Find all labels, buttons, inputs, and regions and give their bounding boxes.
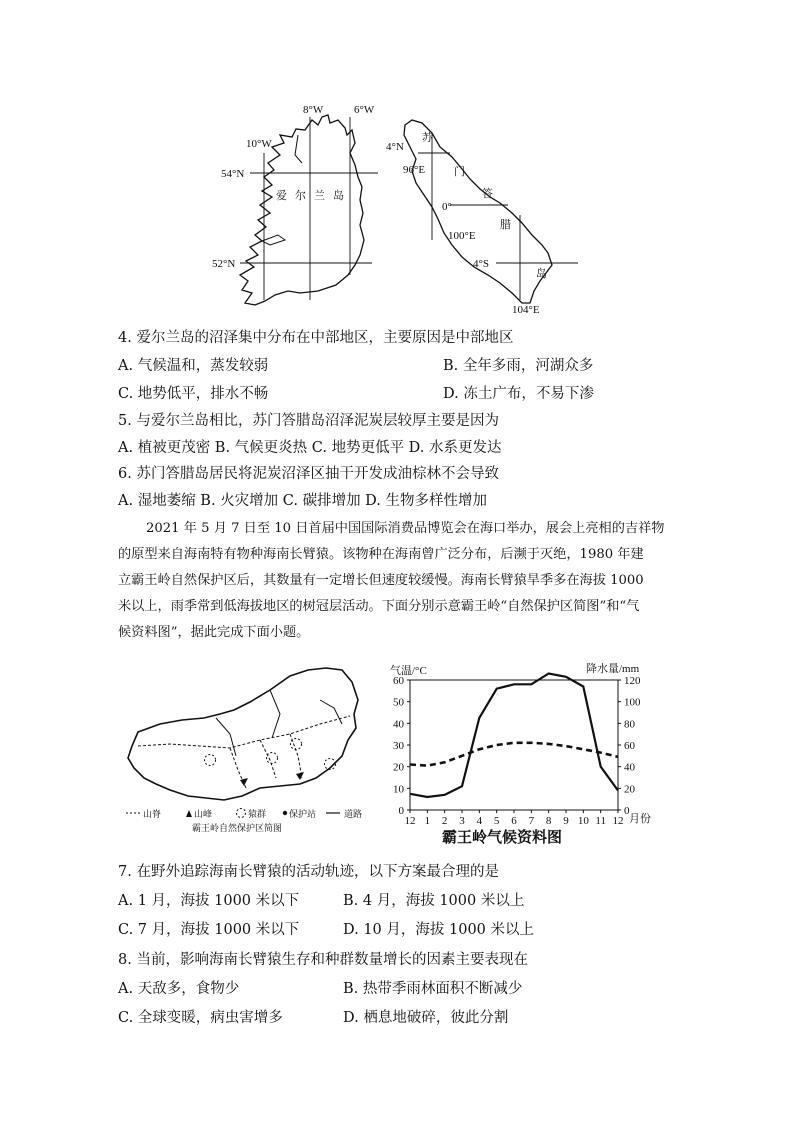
lon-label-6w: 6°W (354, 104, 375, 116)
question-4-stem: 4. 爱尔兰岛的沼泽集中分布在中部地区，主要原因是中部地区 (118, 330, 514, 346)
x-tick-label: 11 (595, 815, 606, 827)
ireland-name-char: 尔 (295, 190, 306, 202)
sumatra-outline (404, 120, 552, 303)
x-tick-label: 12 (612, 815, 624, 827)
y-left-tick-label: 30 (393, 740, 404, 752)
reserve-map (120, 660, 382, 840)
question-8-option-d[interactable]: D. 栖息地破碎，彼此分割 (343, 1010, 509, 1026)
lat-label-52n: 52°N (212, 258, 236, 270)
legend-road: 道路 (344, 809, 363, 819)
legend-ridge: 山脊 (143, 809, 162, 819)
sumatra-name-char: 岛 (536, 268, 547, 280)
y-right-tick-label: 120 (624, 675, 641, 687)
lat-label-0: 0° (442, 201, 452, 213)
legend-gibbon: 猿群 (248, 809, 267, 819)
y-left-tick-label: 50 (393, 696, 404, 709)
reading-passage (118, 516, 678, 646)
x-tick-label: 9 (563, 815, 569, 827)
temperature-series-line (410, 743, 618, 766)
island-maps-figure (200, 95, 600, 320)
question-5-options[interactable]: A. 植被更茂密 B. 气候更炎热 C. 地势更低平 D. 水系更发达 (118, 440, 502, 456)
x-tick-label: 10 (577, 815, 589, 827)
question-8-option-c[interactable]: C. 全球变暖，病虫害增多 (118, 1010, 283, 1026)
ireland-name-char: 爱 (276, 190, 287, 202)
passage-line: 的原型来自海南特有物种海南长臂猿。该物种在海南曾广泛分布，后濒于灭绝，1980 年建 (118, 547, 644, 562)
passage-line: 立霸王岭自然保护区后，其数量有一定增长但速度较缓慢。海南长臂猿旱季多在海拔 1000 (118, 573, 644, 588)
passage-line: 2021 年 5 月 7 日至 10 日首届中国国际消费品博览会在海口举办，展会上亮相的吉祥物 (146, 521, 665, 536)
question-8-option-a[interactable]: A. 天敌多，食物少 (118, 981, 240, 997)
question-6-stem: 6. 苏门答腊岛居民将泥炭沼泽区抽干开发成油棕林不会导致 (118, 466, 499, 482)
question-8-stem: 8. 当前，影响海南长臂猿生存和种群数量增长的因素主要表现在 (118, 952, 528, 968)
sumatra-name-char: 门 (454, 166, 465, 178)
lon-label-104e: 104°E (512, 304, 540, 316)
question-4-option-d[interactable]: D. 冻土广布，不易下渗 (443, 386, 594, 402)
question-7-option-d[interactable]: D. 10 月，海拔 1000 米以上 (343, 922, 535, 938)
chart-x-unit: 月份 (629, 813, 651, 825)
passage-line: 候资料图”，据此完成下面小题。 (118, 625, 310, 640)
y-right-tick-label: 100 (624, 696, 641, 709)
chart-title: 霸王岭气候资料图 (442, 830, 563, 846)
x-tick-label: 12 (404, 815, 416, 827)
sumatra-name-char: 腊 (500, 219, 511, 231)
lon-label-10w: 10°W (246, 138, 272, 150)
y-right-tick-label: 0 (624, 805, 630, 817)
sumatra-name-char: 答 (482, 188, 493, 200)
question-4-option-b[interactable]: B. 全年多雨，河湖众多 (443, 358, 594, 374)
lon-label-96e: 96°E (403, 164, 426, 176)
x-tick-label: 6 (511, 815, 517, 827)
x-tick-label: 8 (545, 815, 552, 827)
passage-line: 米以上，雨季常到低海拔地区的树冠层活动。下面分别示意霸王岭“自然保护区简图”和“气 (118, 599, 640, 614)
sumatra-name-char: 苏 (422, 132, 433, 144)
chart-ylabel-left: 气温/°C (390, 665, 427, 677)
question-4-option-a[interactable]: A. 气候温和，蒸发较弱 (118, 358, 269, 374)
y-left-tick-label: 40 (393, 718, 404, 731)
x-tick-label: 1 (424, 815, 431, 827)
ireland-name-char: 岛 (333, 190, 344, 202)
lon-label-100e: 100°E (448, 230, 476, 242)
y-left-tick-label: 20 (393, 761, 404, 774)
question-7-option-a[interactable]: A. 1 月，海拔 1000 米以下 (118, 893, 300, 909)
y-right-tick-label: 40 (624, 761, 635, 774)
lat-label-4n: 4°N (386, 141, 404, 153)
climate-chart (382, 658, 660, 848)
question-6-options[interactable]: A. 湿地萎缩 B. 火灾增加 C. 碳排增加 D. 生物多样性增加 (118, 493, 488, 509)
sumatra-map (386, 120, 578, 316)
question-7-option-b[interactable]: B. 4 月，海拔 1000 米以上 (343, 893, 525, 909)
legend-station: 保护站 (289, 809, 317, 819)
question-4-option-c[interactable]: C. 地势低平，排水不畅 (118, 386, 269, 402)
lat-label-54n: 54°N (221, 168, 245, 180)
ireland-map (212, 104, 378, 305)
precipitation-series-line (410, 674, 618, 798)
y-right-tick-label: 80 (624, 718, 635, 731)
reserve-map-caption: 霸王岭自然保护区简图 (192, 823, 283, 833)
question-5-stem: 5. 与爱尔兰岛相比，苏门答腊岛沼泽泥炭层较厚主要是因为 (118, 413, 499, 429)
lon-label-8w: 8°W (303, 104, 324, 116)
chart-ylabel-right: 降水量/mm (586, 663, 640, 675)
y-right-tick-label: 60 (624, 740, 635, 752)
y-right-tick-label: 20 (624, 783, 635, 796)
x-tick-label: 2 (441, 815, 448, 827)
question-7-stem: 7. 在野外追踪海南长臂猿的活动轨迹，以下方案最合理的是 (118, 864, 499, 880)
y-left-tick-label: 0 (398, 805, 404, 817)
x-tick-label: 5 (493, 815, 500, 827)
x-tick-label: 4 (476, 815, 483, 827)
question-8-option-b[interactable]: B. 热带季雨林面积不断减少 (343, 981, 523, 997)
legend-peak: 山峰 (194, 809, 213, 819)
y-left-tick-label: 10 (393, 783, 404, 796)
question-7-option-c[interactable]: C. 7 月，海拔 1000 米以下 (118, 922, 300, 938)
x-tick-label: 3 (459, 815, 465, 827)
x-tick-label: 7 (528, 815, 535, 827)
y-left-tick-label: 60 (393, 675, 404, 687)
ireland-name-char: 兰 (314, 190, 325, 202)
lat-label-4s: 4°S (473, 258, 490, 270)
